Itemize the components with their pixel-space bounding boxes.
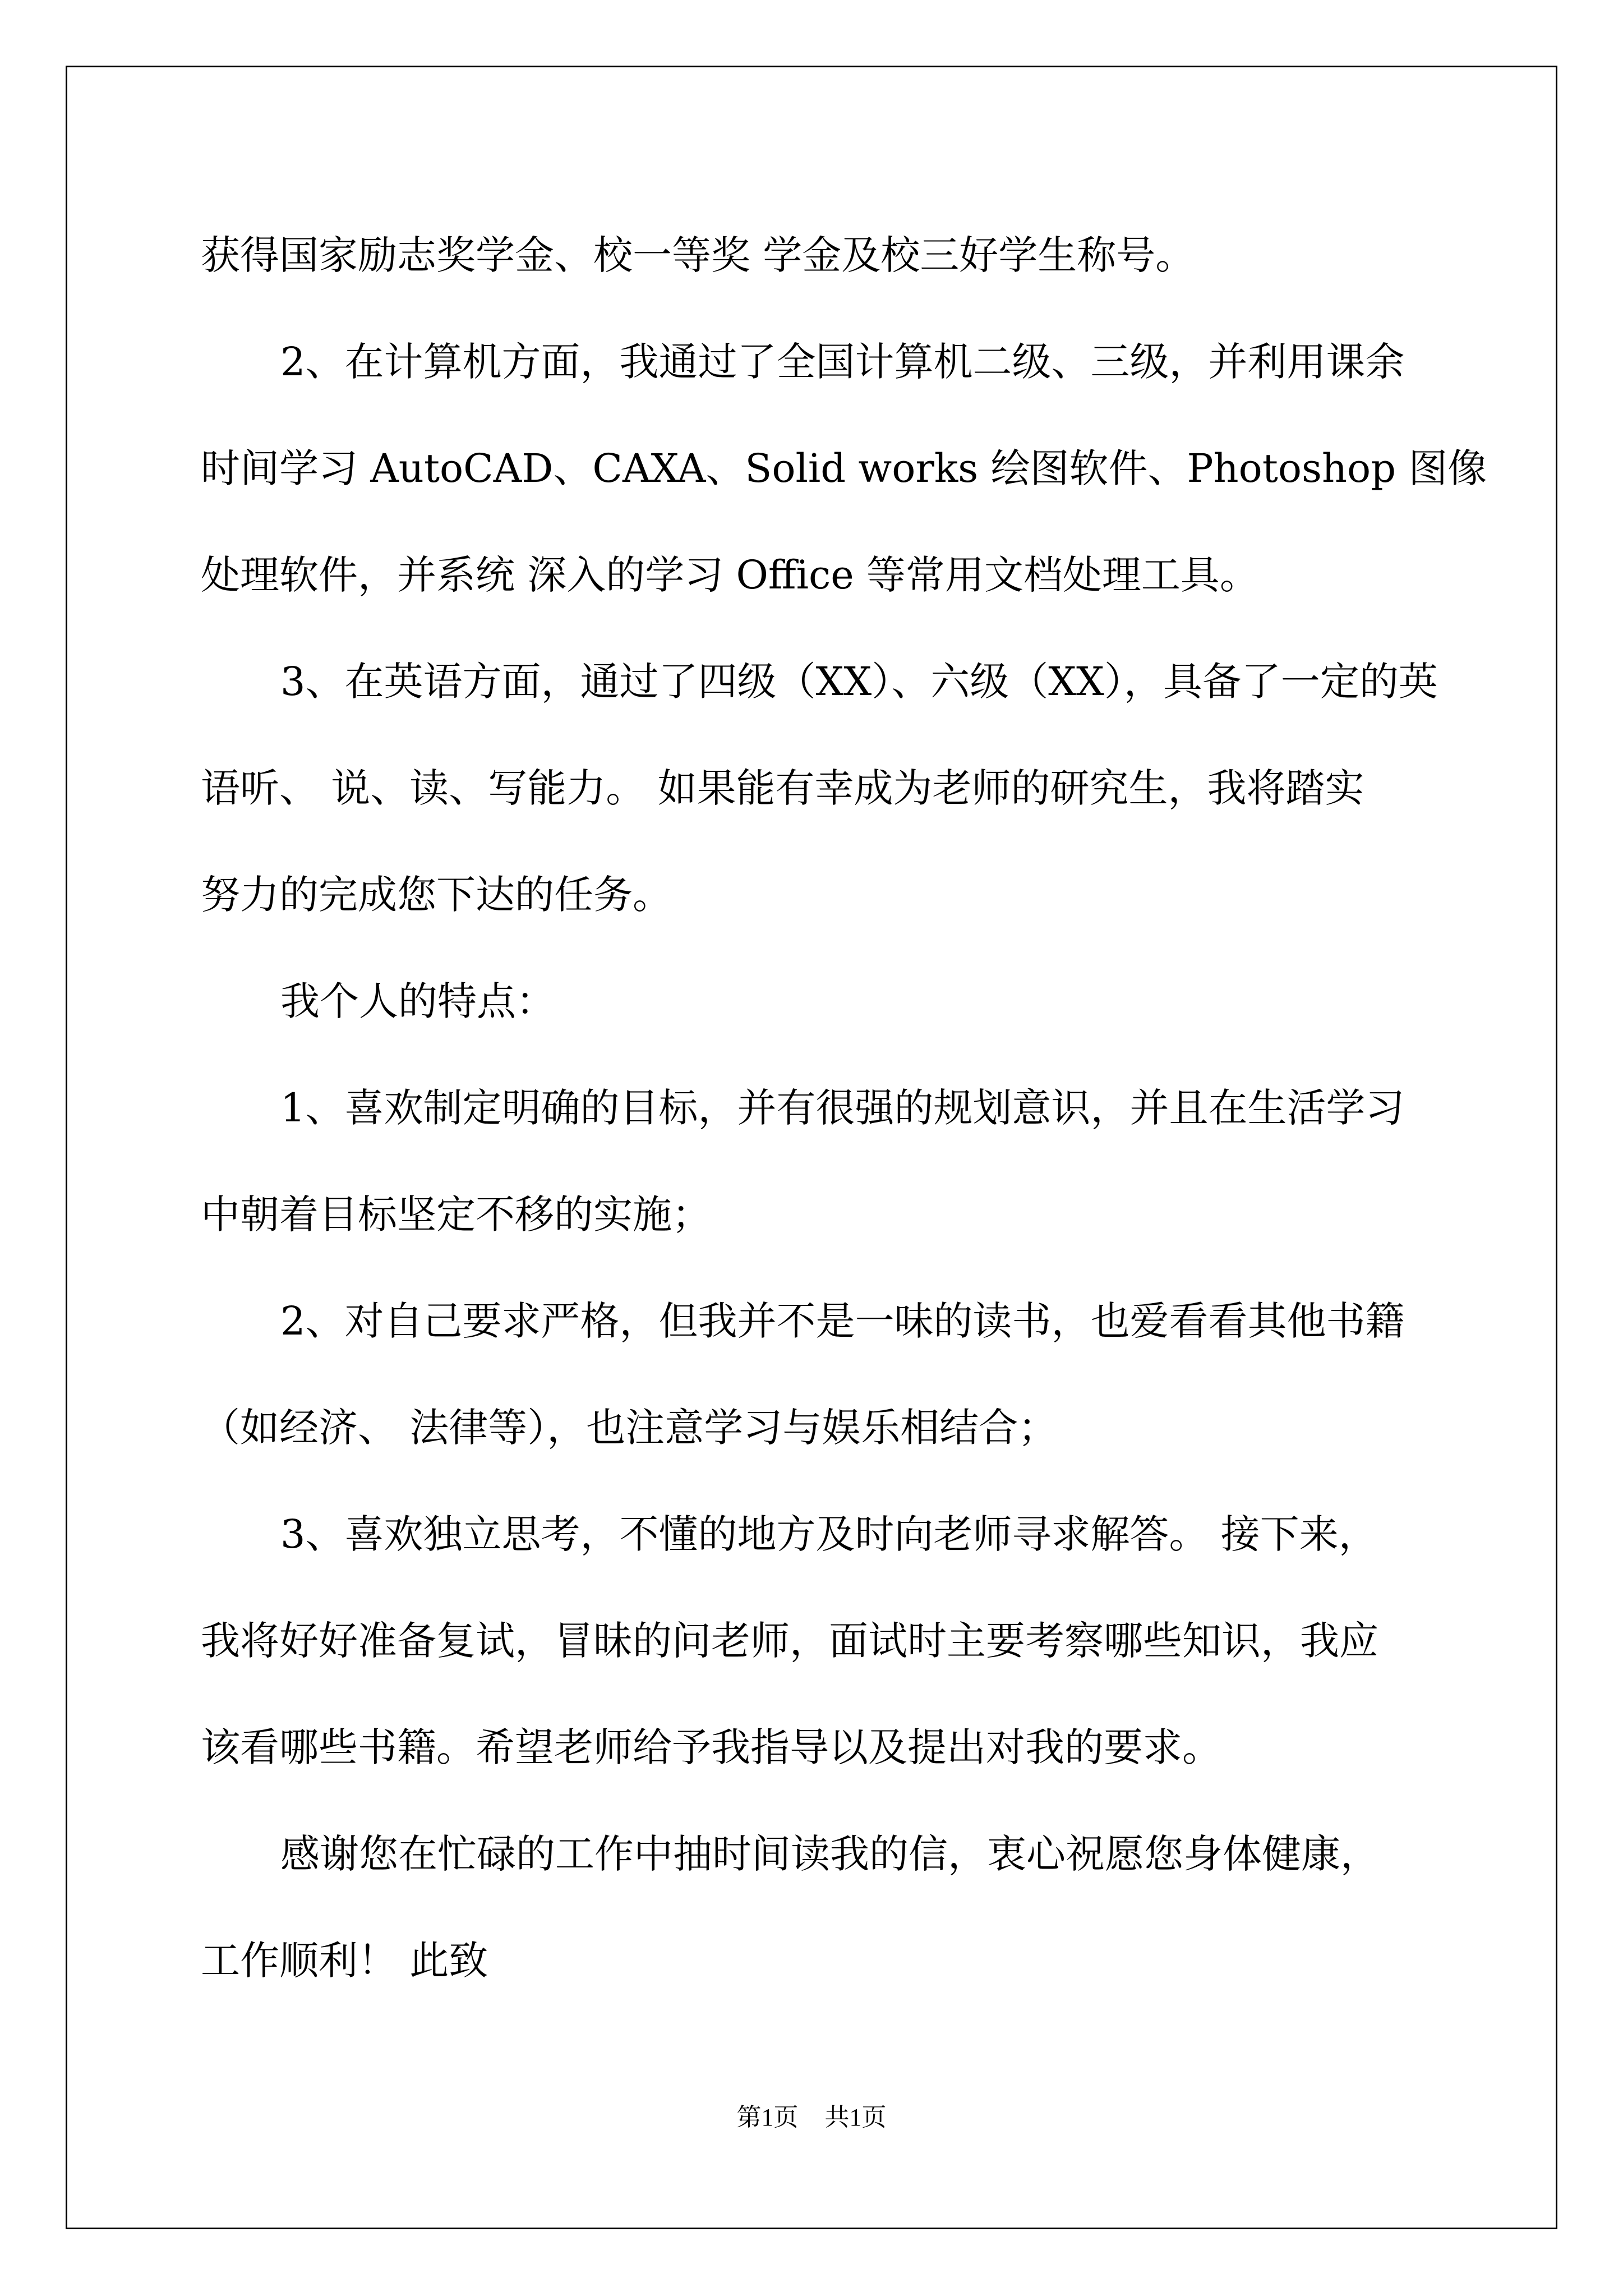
text-line: 2、对自己要求严格，但我并不是一味的读书，也爱看看其他书籍 xyxy=(280,1298,1405,1344)
text-line: 努力的完成您下达的任务。 xyxy=(201,872,672,918)
page-footer xyxy=(0,2097,1623,2133)
text-line: 2、在计算机方面，我通过了全国计算机二级、三级，并利用课余 xyxy=(280,339,1405,385)
text-line: 我将好好准备复试，冒昧的问老师，面试时主要考察哪些知识，我应 xyxy=(201,1618,1378,1664)
document-body xyxy=(201,202,1487,2014)
text-line: 时间学习 AutoCAD、CAXA、Solid works 绘图软件、Photoshop 图像 xyxy=(201,445,1487,491)
page-number: 第1页 xyxy=(736,2104,799,2131)
text-line: 工作顺利！ 此致 xyxy=(201,1938,488,1984)
text-line: 我个人的特点： xyxy=(280,978,555,1024)
text-line: （如经济、 法律等），也注意学习与娱乐相结合； xyxy=(201,1405,1058,1451)
text-line: 处理软件，并系统 深入的学习 Office 等常用文档处理工具。 xyxy=(201,552,1259,598)
text-line: 3、在英语方面，通过了四级（XX）、六级（XX），具备了一定的英 xyxy=(280,659,1438,705)
page-total: 共1页 xyxy=(824,2104,887,2131)
text-line: 1、喜欢制定明确的目标，并有很强的规划意识，并且在生活学习 xyxy=(280,1085,1405,1131)
text-line: 3、喜欢独立思考，不懂的地方及时向老师寻求解答。 接下来， xyxy=(280,1511,1378,1557)
text-line: 中朝着目标坚定不移的实施； xyxy=(201,1191,711,1237)
text-line: 该看哪些书籍。希望老师给予我指导以及提出对我的要求。 xyxy=(201,1724,1221,1770)
text-line: 感谢您在忙碌的工作中抽时间读我的信，衷心祝愿您身体健康， xyxy=(280,1831,1380,1877)
text-line: 语听、 说、读、写能力。 如果能有幸成为老师的研究生，我将踏实 xyxy=(201,765,1364,811)
text-line: 获得国家励志奖学金、校一等奖 学金及校三好学生称号。 xyxy=(201,232,1195,278)
